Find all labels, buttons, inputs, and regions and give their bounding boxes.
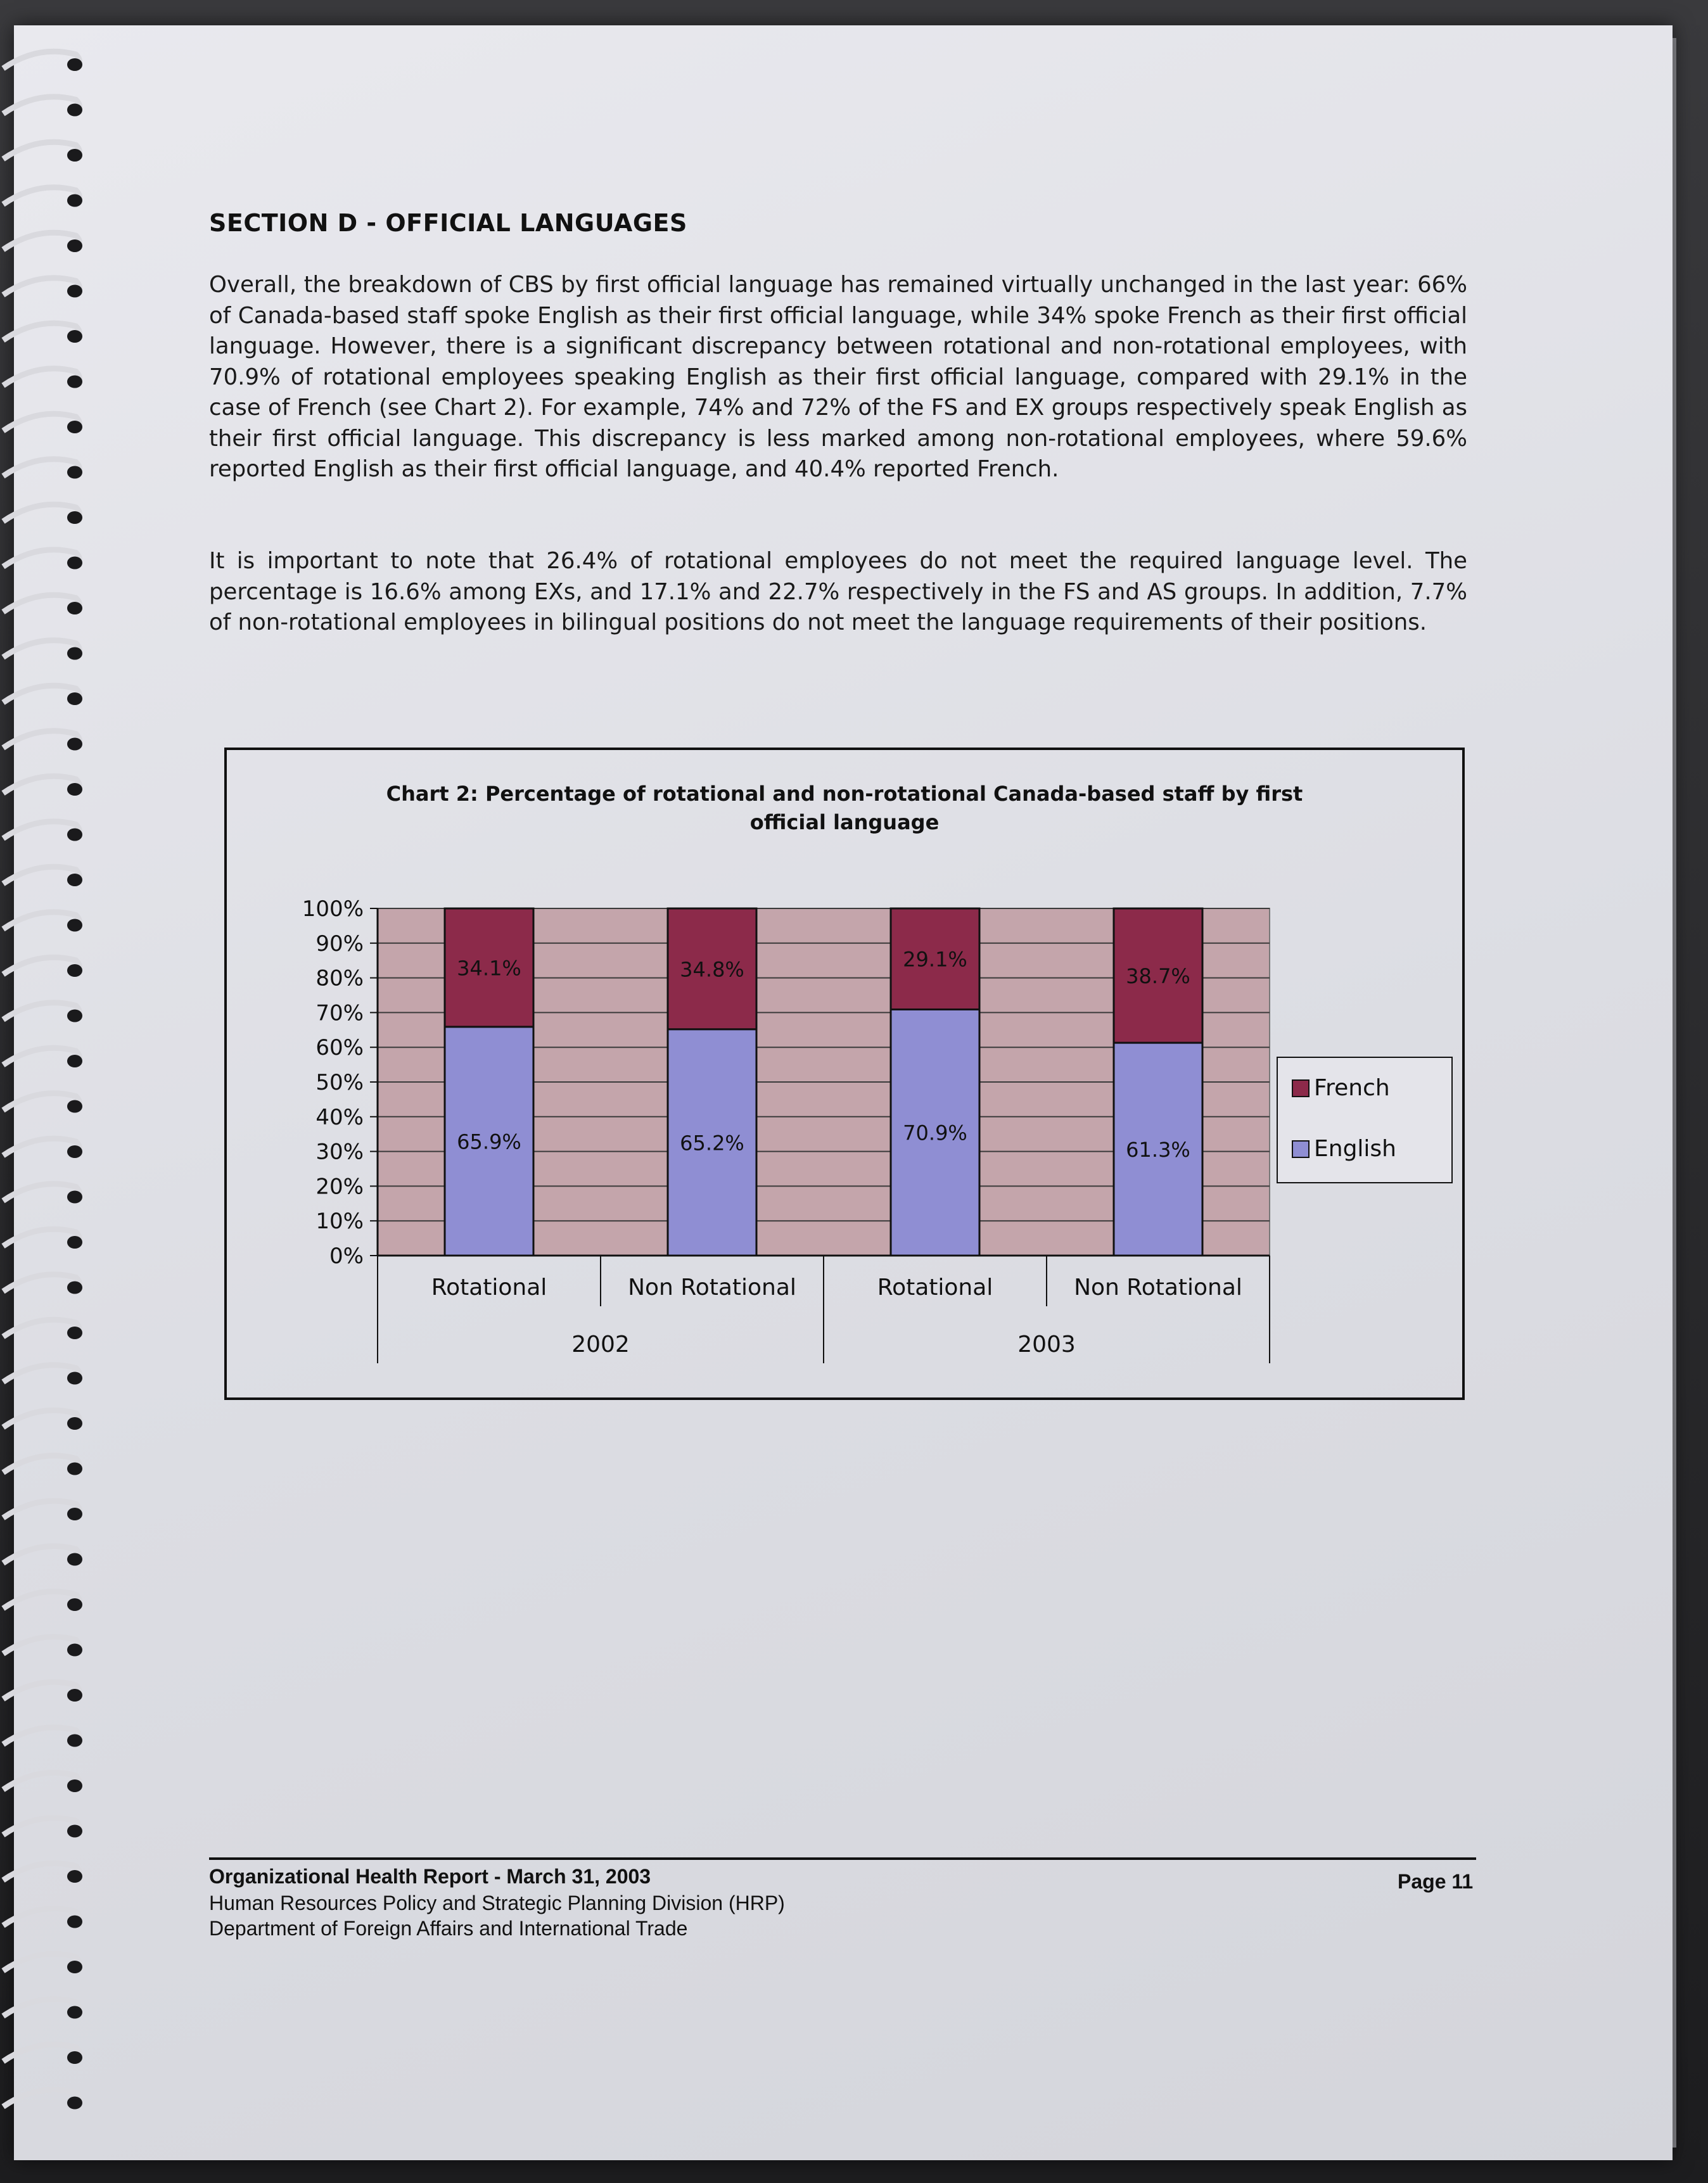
chart-title-line-2: official language <box>749 810 940 834</box>
data-label-english: 61.3% <box>1126 1138 1190 1162</box>
binding-hole <box>67 1010 82 1022</box>
binding-hole <box>67 149 82 162</box>
binding-hole <box>67 874 82 886</box>
binding-hole <box>67 194 82 207</box>
binding-hole <box>67 1282 82 1294</box>
data-label-french: 38.7% <box>1126 964 1190 989</box>
binding-hole <box>67 239 82 252</box>
binding-hole <box>67 1916 82 1928</box>
binding-hole <box>67 421 82 433</box>
section-title: SECTION D - OFFICIAL LANGUAGES <box>209 209 687 237</box>
page-number: Page 11 <box>1398 1870 1474 1893</box>
binding-hole <box>67 647 82 660</box>
binding-hole <box>67 1236 82 1249</box>
binding-hole <box>67 2051 82 2064</box>
binding-hole <box>67 511 82 524</box>
x-group-label: 2002 <box>571 1332 630 1358</box>
x-category-label: Rotational <box>877 1275 993 1301</box>
footer-division: Human Resources Policy and Strategic Planning Division (HRP) <box>209 1892 785 1914</box>
chart-2 <box>227 750 1462 1397</box>
binding-hole <box>67 1598 82 1611</box>
paragraph-1: Overall, the breakdown of CBS by first official language has remained virtually unchanged in the last year: 66% of Canada-based staff spoke English as their first official language, while 34% spoke French as their first official language. However, there is a significant discrepancy between rotational and non-rotational employees, with 70.9% of rotational employees speaking English as their first official language, compared with 29.1% in the case of French (see Chart 2). For example, 74% and 72% of the FS and EX groups respectively speak English as their first official language. This discrepancy is less marked among non-rotational employees, where 59.6% reported English as their first official language, and 40.4% reported French. <box>209 272 1467 482</box>
binding-hole <box>67 2097 82 2110</box>
footer-report-title: Organizational Health Report - March 31, 2003 <box>209 1865 651 1888</box>
binding-hole <box>67 738 82 751</box>
data-label-english: 70.9% <box>903 1121 967 1145</box>
binding-hole <box>67 376 82 388</box>
y-tick-label: 100% <box>302 896 364 922</box>
paragraph-2: It is important to note that 26.4% of rotational employees do not meet the required language level. The percentage is 16.6% among EXs, and 17.1% and 22.7% respectively in the FS and AS groups. In addition, 7.7% of non-rotational employees in bilingual positions do not meet the language requirements of their positions. <box>209 548 1467 635</box>
legend-swatch-french <box>1292 1080 1309 1097</box>
binding-hole <box>67 557 82 570</box>
y-tick-label: 40% <box>315 1104 364 1130</box>
x-group-label: 2003 <box>1017 1332 1076 1358</box>
y-tick-label: 70% <box>315 1000 364 1026</box>
footer-rule <box>209 1857 1476 1860</box>
binding-hole <box>67 1689 82 1702</box>
y-tick-label: 10% <box>315 1209 364 1235</box>
binding-hole <box>67 964 82 977</box>
binding-hole <box>67 1100 82 1113</box>
binding-hole <box>67 2006 82 2019</box>
data-label-french: 34.1% <box>457 956 521 981</box>
binding-hole <box>67 1191 82 1204</box>
binding-hole <box>67 330 82 343</box>
binding-hole <box>67 1553 82 1566</box>
data-label-french: 34.8% <box>680 957 744 982</box>
x-category-label: Rotational <box>431 1275 547 1301</box>
legend-label-french: French <box>1314 1075 1390 1101</box>
binding-hole <box>67 783 82 796</box>
binding-hole <box>67 1825 82 1838</box>
binding-hole <box>67 466 82 479</box>
legend-label-english: English <box>1314 1136 1396 1162</box>
binding-hole <box>67 1055 82 1067</box>
binding-hole <box>67 1961 82 1973</box>
binding-hole <box>67 1327 82 1339</box>
chart-frame <box>224 748 1465 1400</box>
binding-hole <box>67 1417 82 1430</box>
binding-hole <box>67 58 82 71</box>
binding-hole <box>67 1870 82 1883</box>
binding-hole <box>67 1644 82 1657</box>
y-tick-label: 90% <box>315 931 364 957</box>
y-tick-label: 50% <box>315 1070 364 1095</box>
footer-department: Department of Foreign Affairs and International Trade <box>209 1917 688 1940</box>
y-tick-label: 30% <box>315 1139 364 1165</box>
legend-swatch-english <box>1292 1141 1309 1157</box>
binding-hole <box>67 1463 82 1475</box>
data-label-english: 65.9% <box>457 1130 521 1154</box>
binding-hole <box>67 602 82 614</box>
data-label-french: 29.1% <box>903 947 967 972</box>
binding-hole <box>67 1734 82 1747</box>
binding-hole <box>67 919 82 932</box>
binding-hole <box>67 1508 82 1520</box>
chart-title: Chart 2: Percentage of rotational and non-rotational Canada-based staff by first <box>386 782 1303 806</box>
data-label-english: 65.2% <box>680 1131 744 1155</box>
y-tick-label: 0% <box>329 1244 364 1269</box>
binding-hole <box>67 285 82 298</box>
binding-hole <box>67 104 82 117</box>
x-category-label: Non Rotational <box>628 1275 796 1301</box>
binding-hole <box>67 1779 82 1792</box>
binding-hole <box>67 692 82 705</box>
binding-hole <box>67 1145 82 1158</box>
y-tick-label: 80% <box>315 965 364 991</box>
spiral-binding <box>0 44 95 2135</box>
binding-hole <box>67 1372 82 1385</box>
y-tick-label: 20% <box>315 1174 364 1200</box>
binding-hole <box>67 829 82 841</box>
y-tick-label: 60% <box>315 1035 364 1061</box>
x-category-label: Non Rotational <box>1074 1275 1242 1301</box>
